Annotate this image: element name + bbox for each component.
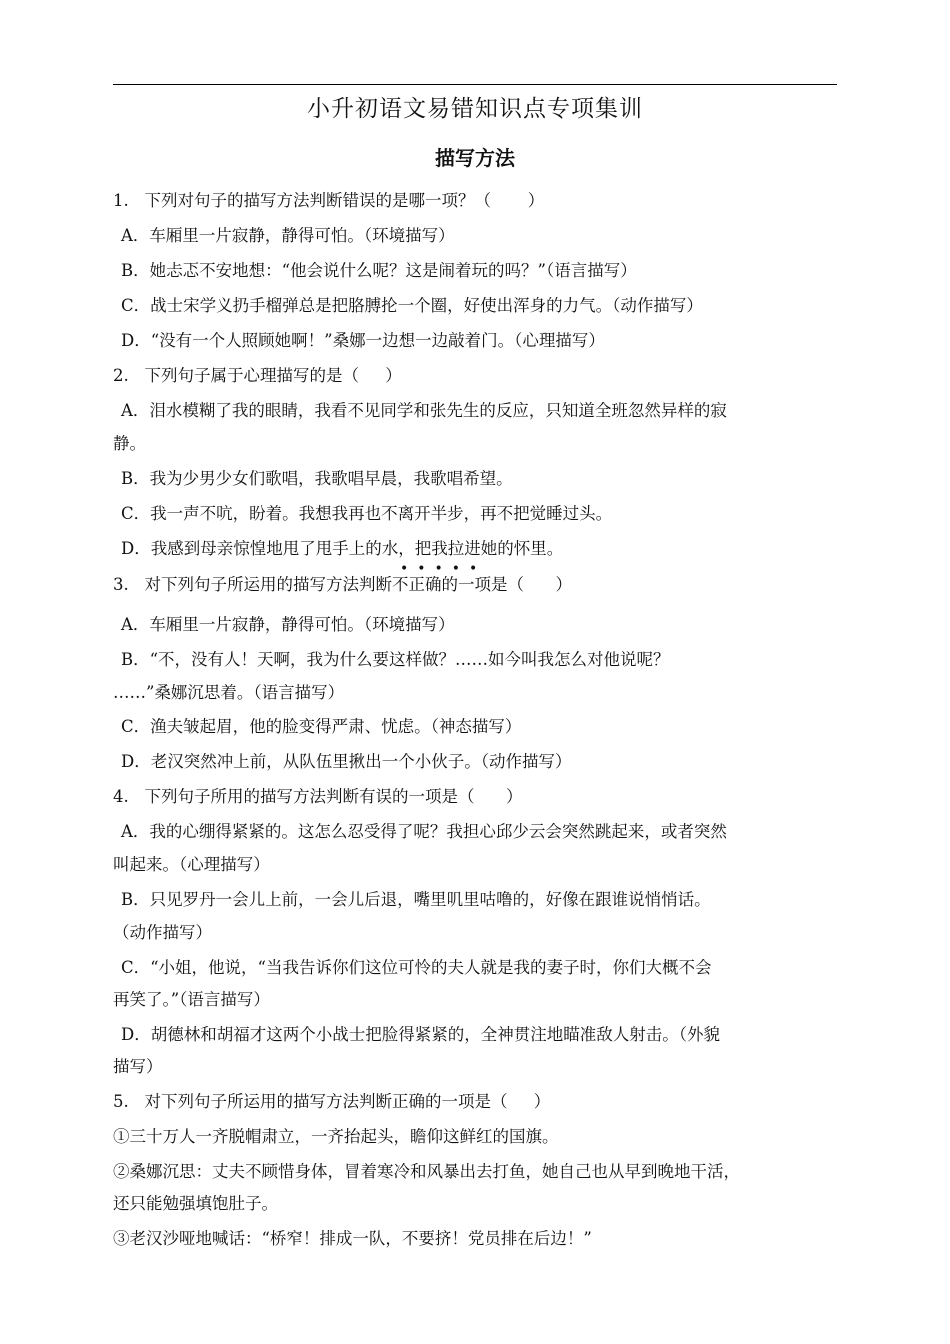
q3-option-a: A．车厢里一片寂静，静得可怕。（环境描写） — [121, 615, 455, 634]
q3-option-d: D．老汉突然冲上前，从队伍里揪出一个小伙子。（动作描写） — [121, 752, 572, 771]
document-subtitle: 描写方法 — [435, 146, 515, 170]
q2-option-b: B．我为少男少女们歌唱，我歌唱早晨，我歌唱希望。 — [121, 469, 513, 488]
document-title: 小升初语文易错知识点专项集训 — [307, 96, 643, 122]
header-rule — [113, 84, 837, 85]
question-2: 2. 下列句子属于心理描写的是（ ） — [113, 366, 402, 385]
q5-sentence-2-cont: 还只能勉强填饱肚子。 — [113, 1194, 278, 1213]
q1-option-c: C．战士宋学义扔手榴弹总是把胳膊抡一个圈，好使出浑身的力气。（动作描写） — [121, 296, 703, 315]
q5-sentence-3: ③老汉沙哑地喊话：“桥窄！排成一队，不要挤！党员排在后边！” — [113, 1229, 592, 1248]
q4-option-a-cont: 叫起来。（心理描写） — [113, 855, 270, 874]
q5-sentence-2: ②桑娜沉思：丈夫不顾惜身体，冒着寒冷和风暴出去打鱼，她自己也从早到晚地干活， — [113, 1162, 740, 1181]
q4-option-c-cont: 再笑了。”（语言描写） — [113, 990, 270, 1009]
q1-option-d: D．“没有一个人照顾她啊！”桑娜一边想一边敲着门。（心理描写） — [121, 331, 605, 350]
question-5: 5. 对下列句子所运用的描写方法判断正确的一项是（ ） — [113, 1092, 551, 1111]
question-4: 4. 下列句子所用的描写方法判断有误的一项是（ ） — [113, 787, 523, 806]
q4-option-b: B．只见罗丹一会儿上前，一会儿后退，嘴里叽里咕噜的，好像在跟谁说悄悄话。 — [121, 890, 711, 909]
q2-option-a-cont: 静。 — [113, 434, 146, 453]
q2-option-d: D．我感到母亲惊惶地甩了甩手上的水，把我拉进她的怀里。 — [121, 539, 564, 558]
q1-option-b: B．她忐忑不安地想：“他会说什么呢？这是闹着玩的吗？”（语言描写） — [121, 261, 637, 280]
q4-option-c: C．“小姐，他说，“当我告诉你们这位可怜的夫人就是我的妻子时，你们大概不会 — [121, 958, 712, 977]
q4-option-d: D．胡德林和胡福才这两个小战士把脸得紧紧的，全神贯注地瞄准敌人射击。（外貌 — [121, 1025, 720, 1044]
q3-option-b: B．“不，没有人！天啊，我为什么要这样做？……如今叫我怎么对他说呢？ — [121, 650, 670, 669]
q4-option-a: A．我的心绷得紧紧的。这怎么忍受得了呢？我担心邱少云会突然跳起来，或者突然 — [121, 822, 727, 841]
q3-option-b-cont: ……”桑娜沉思着。（语言描写） — [113, 683, 345, 702]
q3-option-c: C．渔夫皱起眉，他的脸变得严肃、忧虑。（神态描写） — [121, 717, 522, 736]
question-1: 1. 下列对句子的描写方法判断错误的是哪一项？（ ） — [113, 191, 545, 210]
q1-option-a: A．车厢里一片寂静，静得可怕。（环境描写） — [121, 226, 455, 245]
q4-option-d-cont: 描写） — [113, 1057, 163, 1076]
q2-option-c: C．我一声不吭，盼着。我想我再也不离开半步，再不把觉睡过头。 — [121, 504, 613, 523]
q2-option-a: A．泪水模糊了我的眼睛，我看不见同学和张先生的反应，只知道全班忽然异样的寂 — [121, 401, 727, 420]
q5-sentence-1: ①三十万人一齐脱帽肃立，一齐抬起头，瞻仰这鲜红的国旗。 — [113, 1127, 559, 1146]
question-3: 3. 对下列句子所运用的描写方法判断不正确的一项是（ ） — [113, 575, 572, 594]
emphasis-dots: ••••• — [400, 561, 487, 577]
q4-option-b-cont: （动作描写） — [113, 923, 212, 942]
